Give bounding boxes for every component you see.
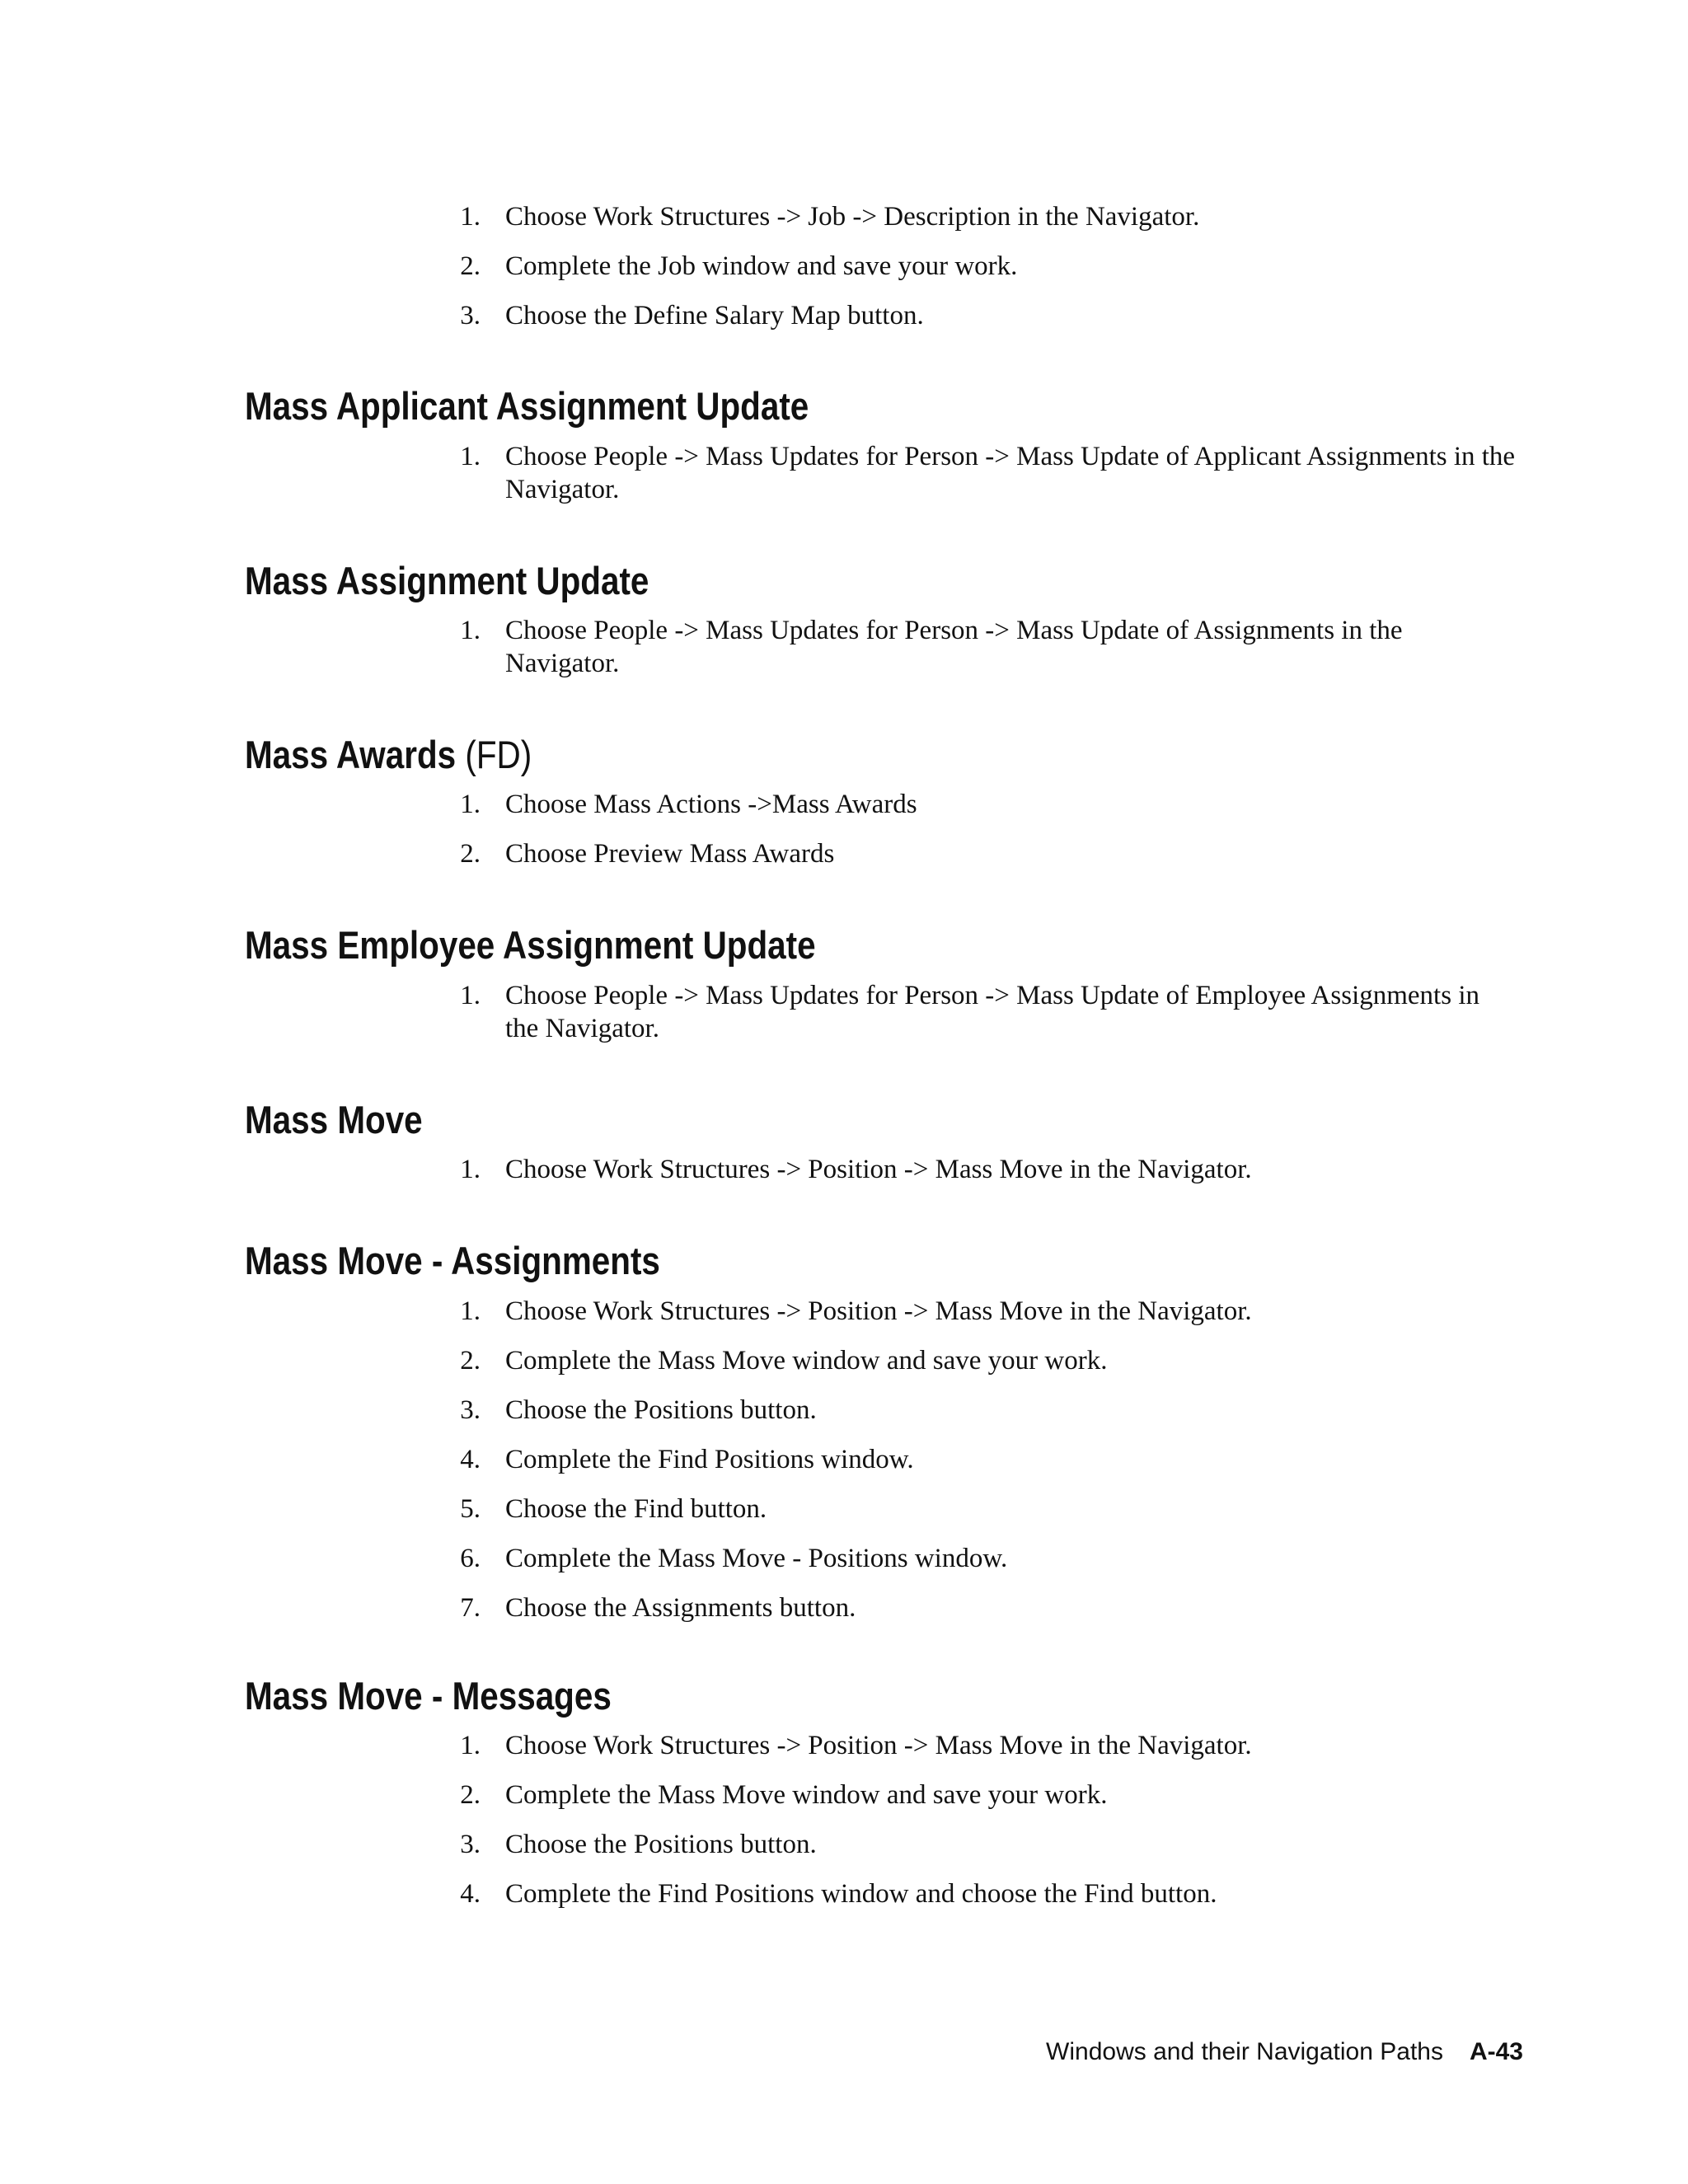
- list-item: 2. Choose Preview Mass Awards: [460, 839, 835, 869]
- page-number: A-43: [1469, 2038, 1523, 2065]
- step-list: [0, 1153, 1519, 1186]
- list-item: 1. Choose People -> Mass Updates for Person -> Mass Update of Applicant Assignments in the Navigator.: [460, 442, 1516, 504]
- step-list: [0, 788, 1519, 870]
- step-text: Complete the Job window and save your work.: [505, 251, 1018, 281]
- section-heading: Mass Awards (FD): [245, 733, 532, 776]
- list-item: 3. Choose the Positions button.: [460, 1830, 817, 1859]
- list-item: 2. Complete the Mass Move window and save your work.: [460, 1780, 1108, 1810]
- step-text: Choose Mass Actions ->Mass Awards: [505, 790, 917, 819]
- step-text: Choose Work Structures -> Job -> Description in the Navigator.: [505, 202, 1200, 232]
- step-text: Choose People -> Mass Updates for Person -> Mass Update of Applicant Assignments in the Navigator.: [505, 442, 1516, 504]
- page-footer: [1046, 2036, 1523, 2069]
- intro-step-list: [0, 200, 1519, 332]
- step-text: Complete the Mass Move window and save your work.: [505, 1346, 1108, 1376]
- step-text: Complete the Mass Move window and save your work.: [505, 1780, 1108, 1810]
- step-text: Choose Preview Mass Awards: [505, 839, 835, 869]
- step-list: [0, 614, 1519, 680]
- step-list: [0, 979, 1519, 1045]
- step-text: Complete the Mass Move - Positions window.: [505, 1544, 1008, 1573]
- section-heading: Mass Applicant Assignment Update: [245, 384, 809, 428]
- step-text: Choose the Assignments button.: [505, 1593, 856, 1623]
- list-item: 1. Choose People -> Mass Updates for Person -> Mass Update of Employee Assignments in the Navigator.: [460, 981, 1479, 1043]
- list-item: 1. Choose Work Structures -> Position -> Mass Move in the Navigator.: [460, 1296, 1252, 1326]
- footer-chapter-title: Windows and their Navigation Paths: [1046, 2038, 1443, 2065]
- step-text: Choose Work Structures -> Position -> Mass Move in the Navigator.: [505, 1731, 1252, 1760]
- list-item: 3. Choose the Positions button.: [460, 1395, 817, 1425]
- list-item: 2. Complete the Job window and save your work.: [460, 251, 1018, 281]
- step-text: Complete the Find Positions window and choose the Find button.: [505, 1879, 1217, 1909]
- section-heading: Mass Assignment Update: [245, 559, 649, 602]
- step-text: Choose People -> Mass Updates for Person -> Mass Update of Employee Assignments in the Navigator.: [505, 981, 1479, 1043]
- section-heading-suffix: (FD): [465, 733, 532, 776]
- list-item: 4. Complete the Find Positions window.: [460, 1445, 914, 1474]
- list-item: 6. Complete the Mass Move - Positions window.: [460, 1544, 1008, 1573]
- list-item: 5. Choose the Find button.: [460, 1494, 767, 1524]
- step-text: Choose the Define Salary Map button.: [505, 301, 924, 330]
- step-text: Complete the Find Positions window.: [505, 1445, 914, 1474]
- step-text: Choose the Find button.: [505, 1494, 767, 1524]
- step-text: Choose the Positions button.: [505, 1830, 817, 1859]
- step-text: Choose Work Structures -> Position -> Mass Move in the Navigator.: [505, 1296, 1252, 1326]
- list-item: 1. Choose People -> Mass Updates for Person -> Mass Update of Assignments in the Navigator.: [460, 616, 1403, 678]
- step-list: [0, 1295, 1519, 1624]
- list-item: 2. Complete the Mass Move window and save your work.: [460, 1346, 1108, 1376]
- step-text: Choose People -> Mass Updates for Person -> Mass Update of Assignments in the Navigator.: [505, 616, 1403, 678]
- step-list: [0, 1729, 1519, 1910]
- section-heading: Mass Move - Messages: [245, 1674, 612, 1718]
- list-item: 1. Choose Work Structures -> Position -> Mass Move in the Navigator.: [460, 1155, 1252, 1184]
- list-item: 4. Complete the Find Positions window and choose the Find button.: [460, 1879, 1217, 1909]
- section-heading: Mass Move: [245, 1098, 423, 1141]
- list-item: 7. Choose the Assignments button.: [460, 1593, 856, 1623]
- list-item: 1. Choose Work Structures -> Job -> Description in the Navigator.: [460, 202, 1200, 232]
- list-item: 1. Choose Mass Actions ->Mass Awards: [460, 790, 917, 819]
- step-text: Choose Work Structures -> Position -> Mass Move in the Navigator.: [505, 1155, 1252, 1184]
- step-text: Choose the Positions button.: [505, 1395, 817, 1425]
- list-item: 3. Choose the Define Salary Map button.: [460, 301, 924, 330]
- step-list: [0, 440, 1519, 506]
- list-item: 1. Choose Work Structures -> Position -> Mass Move in the Navigator.: [460, 1731, 1252, 1760]
- section-heading: Mass Employee Assignment Update: [245, 923, 816, 967]
- section-heading: Mass Move - Assignments: [245, 1239, 660, 1282]
